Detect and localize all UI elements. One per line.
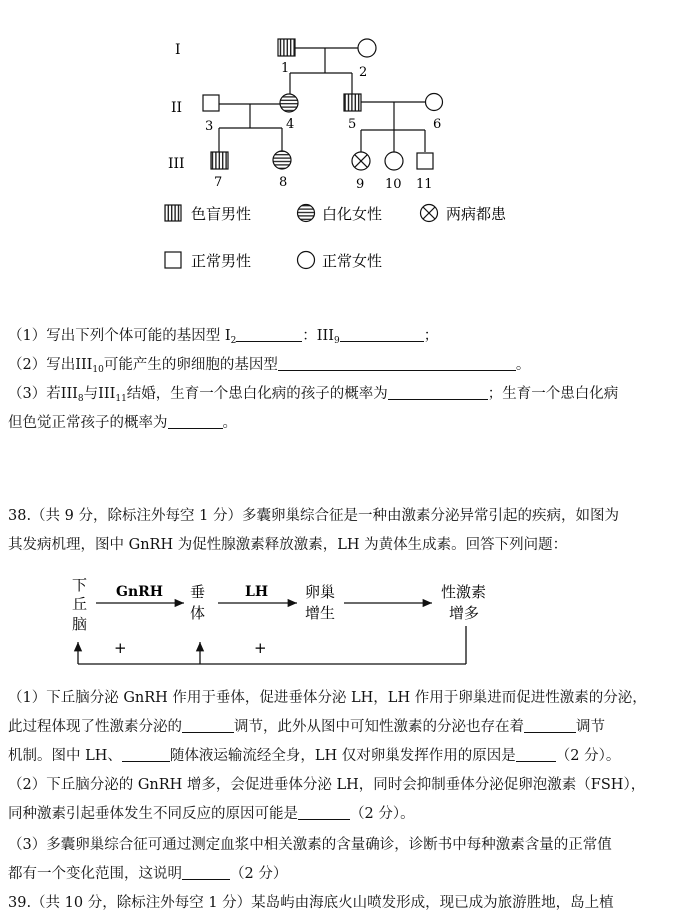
- answer-blank[interactable]: [524, 718, 576, 733]
- q38-intro-line-1: 38.（共 9 分，除标注外每空 1 分）多囊卵巢综合征是一种由激素分泌异常引起的疾病，如图为: [8, 508, 619, 524]
- individual-number: 8: [279, 175, 288, 190]
- individual-number: 6: [433, 117, 442, 132]
- individual-3-normal-male: [203, 95, 219, 111]
- pituitary-label: 垂: [190, 583, 206, 601]
- legend-normal-female-label: 正常女性: [322, 252, 383, 270]
- answer-blank[interactable]: [516, 747, 556, 762]
- pedigree-lines: [219, 48, 426, 152]
- q39-intro-line: 39.（共 10 分，除标注外每空 1 分）某岛屿由海底火山喷发形成，现已成为旅游胜地，岛上植: [8, 895, 614, 911]
- legend-normal-male-label: 正常男性: [191, 252, 252, 270]
- q37-line-2: （2）写出$III_{10}$可能产生的卵细胞的基因型 。: [8, 357, 531, 375]
- individual-4-albino-female: [280, 94, 298, 112]
- q38-intro-line-2: 其发病机理，图中 GnRH 为促性腺激素释放激素，LH 为黄体生成素。回答下列问题：: [8, 537, 568, 553]
- individual-7-colorblind-male: [211, 152, 228, 169]
- individual-number: 10: [385, 177, 402, 192]
- sex-hormone-label: 增多: [449, 604, 480, 622]
- answer-blank[interactable]: [298, 805, 350, 820]
- hypothalamus-label: 下: [72, 576, 88, 594]
- gnrh-label: GnRH: [116, 584, 163, 600]
- legend-normal-male-icon: [165, 252, 181, 268]
- legend-albino-female-icon: [298, 205, 315, 222]
- lh-label: LH: [245, 584, 269, 600]
- individual-10-normal-female: [385, 152, 403, 170]
- q38-p3-line-2: 都有一个变化范围，这说明 （2 分）: [8, 866, 288, 882]
- individual-number: 4: [286, 117, 295, 132]
- plus-sign: +: [114, 639, 127, 657]
- hypothalamus-label: 脑: [72, 615, 88, 633]
- answer-blank[interactable]: [236, 327, 302, 342]
- individual-number: 3: [205, 119, 214, 134]
- answer-blank[interactable]: [388, 385, 488, 400]
- individual-9-both-diseases: [352, 152, 370, 170]
- generation-label-2: II: [171, 100, 183, 116]
- sex-hormone-label: 性激素: [441, 583, 487, 601]
- individual-1-colorblind-male: [278, 39, 295, 56]
- legend-colorblind-male-label: 色盲男性: [191, 205, 252, 223]
- q38-p1-line-1: （1）下丘脑分泌 GnRH 作用于垂体，促进垂体分泌 LH，LH 作用于卵巢进而促进性激素的分泌，: [8, 690, 647, 706]
- q38-p2-line-2: 同种激素引起垂体发生不同反应的原因可能是 （2 分）。: [8, 806, 415, 822]
- individual-5-colorblind-male: [344, 94, 361, 111]
- legend-both-diseases-icon: [421, 205, 438, 222]
- hormone-flow-diagram: [0, 570, 692, 674]
- q38-p1-line-3: 机制。图中 LH、 随体液运输流经全身，LH 仅对卵巢发挥作用的原因是 （2 分）。: [8, 748, 621, 764]
- legend-both-diseases-label: 两病都患: [446, 205, 507, 223]
- pedigree-chart: [0, 0, 692, 280]
- answer-blank[interactable]: [182, 718, 234, 733]
- q37-line-4: 但色觉正常孩子的概率为 。: [8, 415, 237, 431]
- legend-colorblind-male-icon: [165, 205, 181, 221]
- individual-number: 7: [214, 175, 223, 190]
- individual-8-albino-female: [273, 151, 291, 169]
- answer-blank[interactable]: [182, 865, 230, 880]
- q38-p3-line-1: （3）多囊卵巢综合征可通过测定血浆中相关激素的含量确诊，诊断书中每种激素含量的正常值: [8, 837, 612, 853]
- q38-p2-line-1: （2）下丘脑分泌的 GnRH 增多，会促进垂体分泌 LH，同时会抑制垂体分泌促卵泡激素（FSH），: [8, 777, 646, 793]
- individual-11-normal-male: [417, 153, 433, 169]
- individual-number: 1: [281, 61, 290, 76]
- individual-2-normal-female: [358, 39, 376, 57]
- generation-label-3: III: [168, 156, 185, 172]
- individual-number: 5: [348, 117, 357, 132]
- individual-number: 11: [416, 177, 433, 192]
- hypothalamus-label: 丘: [72, 595, 88, 613]
- q37-line-1: （1）写出下列个体可能的基因型 $I_2$ ：$III_9$ ；: [8, 328, 439, 346]
- answer-blank[interactable]: [168, 414, 223, 429]
- legend-albino-female-label: 白化女性: [322, 205, 383, 223]
- answer-blank[interactable]: [278, 356, 516, 371]
- answer-blank[interactable]: [340, 327, 424, 342]
- individual-6-normal-female: [426, 94, 443, 111]
- ovary-label: 卵巢: [305, 583, 336, 601]
- q38-p1-line-2: 此过程体现了性激素分泌的 调节，此外从图中可知性激素的分泌也存在着 调节: [8, 719, 605, 735]
- answer-blank[interactable]: [122, 747, 170, 762]
- q37-line-3: （3）若$III_8$与$III_{11}$结婚，生育一个患白化病的孩子的概率为 ；生育一个患白化病: [8, 386, 619, 404]
- generation-label-1: I: [175, 42, 181, 58]
- feedback-loop: [78, 626, 466, 664]
- plus-sign: +: [254, 639, 267, 657]
- pituitary-label: 体: [190, 604, 206, 622]
- individual-number: 9: [356, 177, 365, 192]
- legend-normal-female-icon: [298, 252, 315, 269]
- individual-number: 2: [359, 65, 368, 80]
- ovary-label: 增生: [305, 604, 336, 622]
